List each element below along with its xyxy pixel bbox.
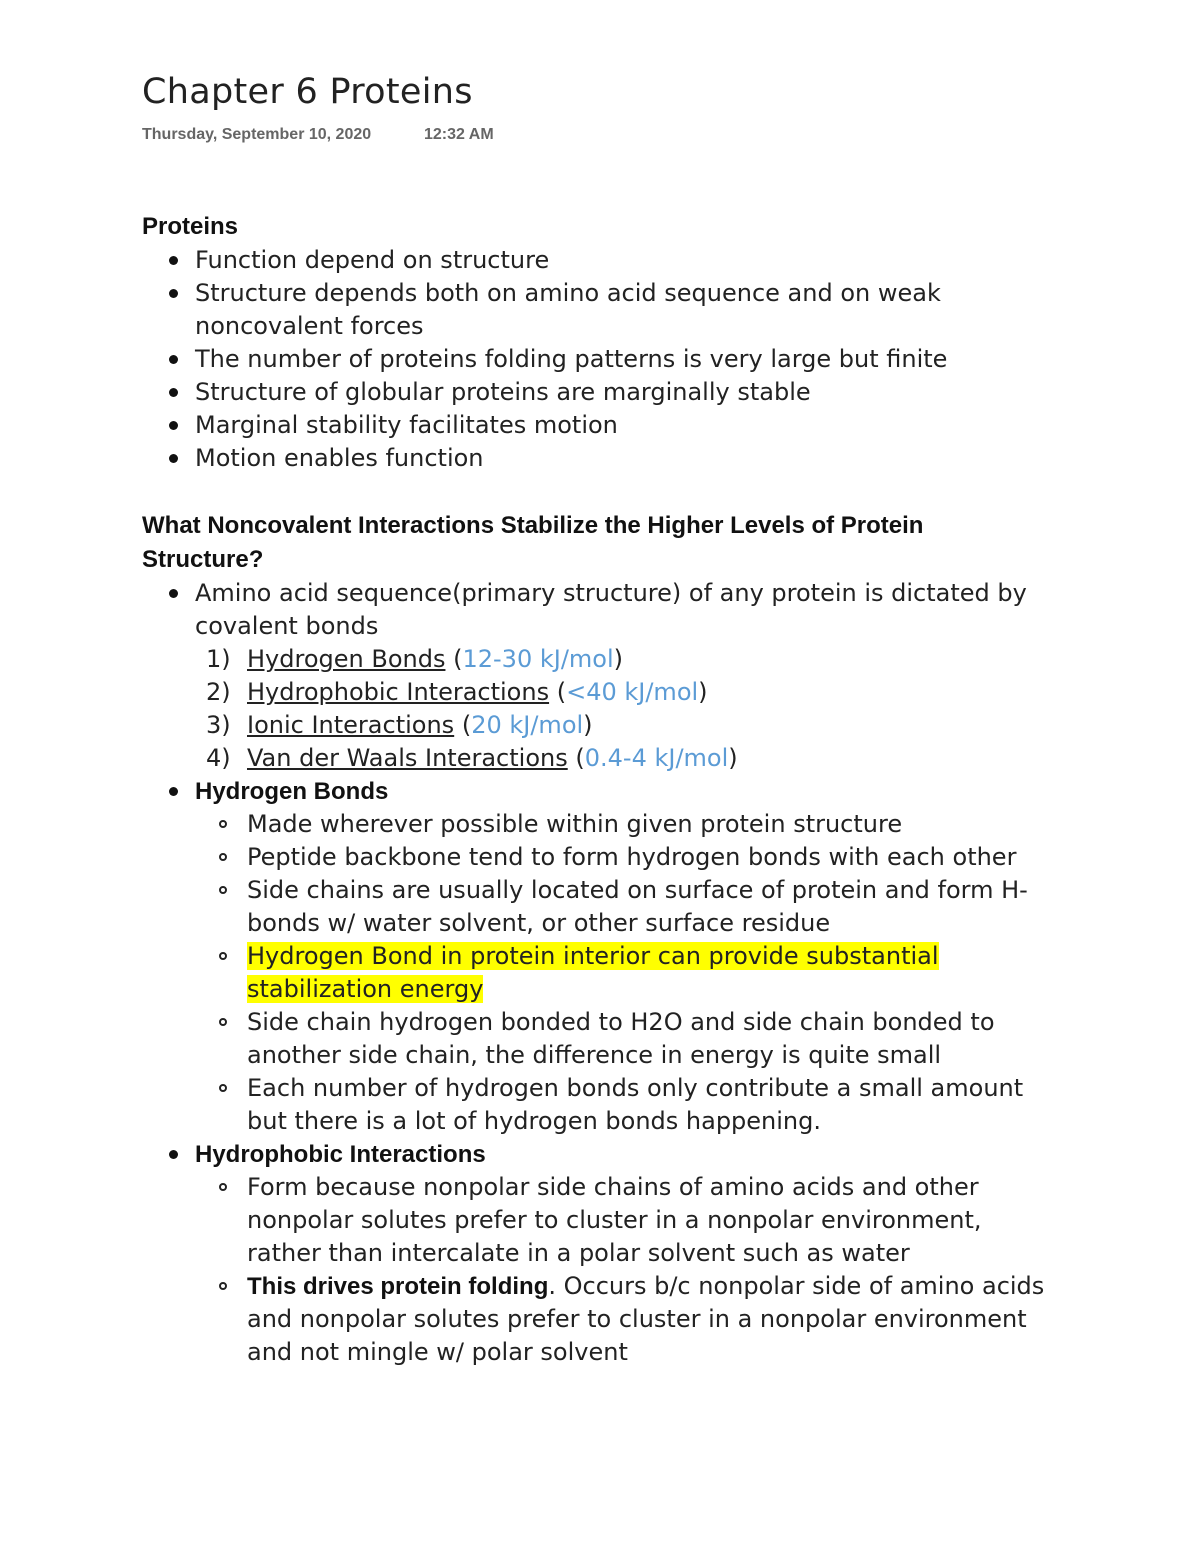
sub-list-item: Side chains are usually located on surface of protein and form H-bonds w/ water solvent, or other surface residue: [142, 874, 1047, 940]
bullet-icon: [169, 289, 178, 298]
circle-bullet-icon: [219, 1084, 227, 1092]
bullet-icon: [169, 787, 178, 796]
section-heading-noncovalent: What Noncovalent Interactions Stabilize the Higher Levels of Protein Structure?: [142, 512, 924, 573]
highlighted-text: Hydrogen Bond in protein interior can provide substantial stabilization energy: [247, 942, 939, 1003]
interaction-energy: <40 kJ/mol: [566, 678, 699, 706]
bullet-icon: [169, 1150, 178, 1159]
list-item: Structure of globular proteins are marginally stable: [142, 376, 1095, 409]
noncovalent-list: [142, 577, 1142, 1369]
interaction-name: Hydrogen Bonds: [247, 645, 446, 673]
sub-list-item: Form because nonpolar side chains of amino acids and other nonpolar solutes prefer to cluster in a nonpolar environment, rather than intercalate in a polar solvent such as water: [142, 1171, 1047, 1270]
list-item: Structure depends both on amino acid sequence and on weak noncovalent forces: [142, 277, 1095, 343]
circle-bullet-icon: [219, 1282, 227, 1290]
proteins-list: [142, 244, 1142, 475]
sub-list-item: Peptide backbone tend to form hydrogen bonds with each other: [142, 841, 1047, 874]
numbered-item: 4) Van der Waals Interactions (0.4-4 kJ/mol): [206, 744, 738, 772]
sub-list-item: Side chain hydrogen bonded to H2O and side chain bonded to another side chain, the difference in energy is quite small: [142, 1006, 1047, 1072]
interaction-energy: 20 kJ/mol: [471, 711, 584, 739]
interaction-name: Van der Waals Interactions: [247, 744, 568, 772]
circle-bullet-icon: [219, 886, 227, 894]
bullet-icon: [169, 421, 178, 430]
list-item: Marginal stability facilitates motion: [142, 409, 1095, 442]
section-heading-proteins: Proteins: [142, 213, 239, 240]
circle-bullet-icon: [219, 952, 227, 960]
circle-bullet-icon: [219, 853, 227, 861]
circle-bullet-icon: [219, 1018, 227, 1026]
interaction-name: Ionic Interactions: [247, 711, 455, 739]
bullet-icon: [169, 355, 178, 364]
numbered-item: 3) Ionic Interactions (20 kJ/mol): [206, 711, 593, 739]
note-time: 12:32 AM: [424, 126, 494, 143]
list-item-hydrophobic: Hydrophobic Interactions: [142, 1138, 1095, 1171]
page-title: Chapter 6 Proteins: [142, 72, 473, 112]
interaction-energy: 0.4-4 kJ/mol: [584, 744, 729, 772]
interaction-energy: 12-30 kJ/mol: [462, 645, 614, 673]
sub-list-item: This drives protein folding. Occurs b/c nonpolar side of amino acids and nonpolar solutes prefer to cluster in a nonpolar environment and not mingle w/ polar solvent: [142, 1270, 1047, 1369]
note-date: Thursday, September 10, 2020: [142, 126, 372, 143]
list-item: Amino acid sequence(primary structure) of any protein is dictated by covalent bonds: [142, 577, 1095, 643]
bullet-icon: [169, 589, 178, 598]
circle-bullet-icon: [219, 1183, 227, 1191]
sub-list-item: Made wherever possible within given protein structure: [142, 808, 1047, 841]
numbered-item: 2) Hydrophobic Interactions (<40 kJ/mol): [206, 678, 708, 706]
list-item: The number of proteins folding patterns is very large but finite: [142, 343, 1095, 376]
bullet-icon: [169, 256, 178, 265]
list-item-hydrogen-bonds: Hydrogen Bonds: [142, 775, 1095, 808]
circle-bullet-icon: [219, 820, 227, 828]
sub-list-item-highlighted: [142, 940, 1047, 1006]
list-item: Function depend on structure: [142, 244, 1095, 277]
numbered-item: 1) Hydrogen Bonds (12-30 kJ/mol): [206, 645, 624, 673]
list-item: Motion enables function: [142, 442, 1095, 475]
interaction-name: Hydrophobic Interactions: [247, 678, 550, 706]
bullet-icon: [169, 388, 178, 397]
bullet-icon: [169, 454, 178, 463]
note-body: [142, 210, 1142, 1369]
sub-list-item: Each number of hydrogen bonds only contribute a small amount but there is a lot of hydrogen bonds happening.: [142, 1072, 1047, 1138]
bold-text: This drives protein folding: [247, 1273, 549, 1300]
